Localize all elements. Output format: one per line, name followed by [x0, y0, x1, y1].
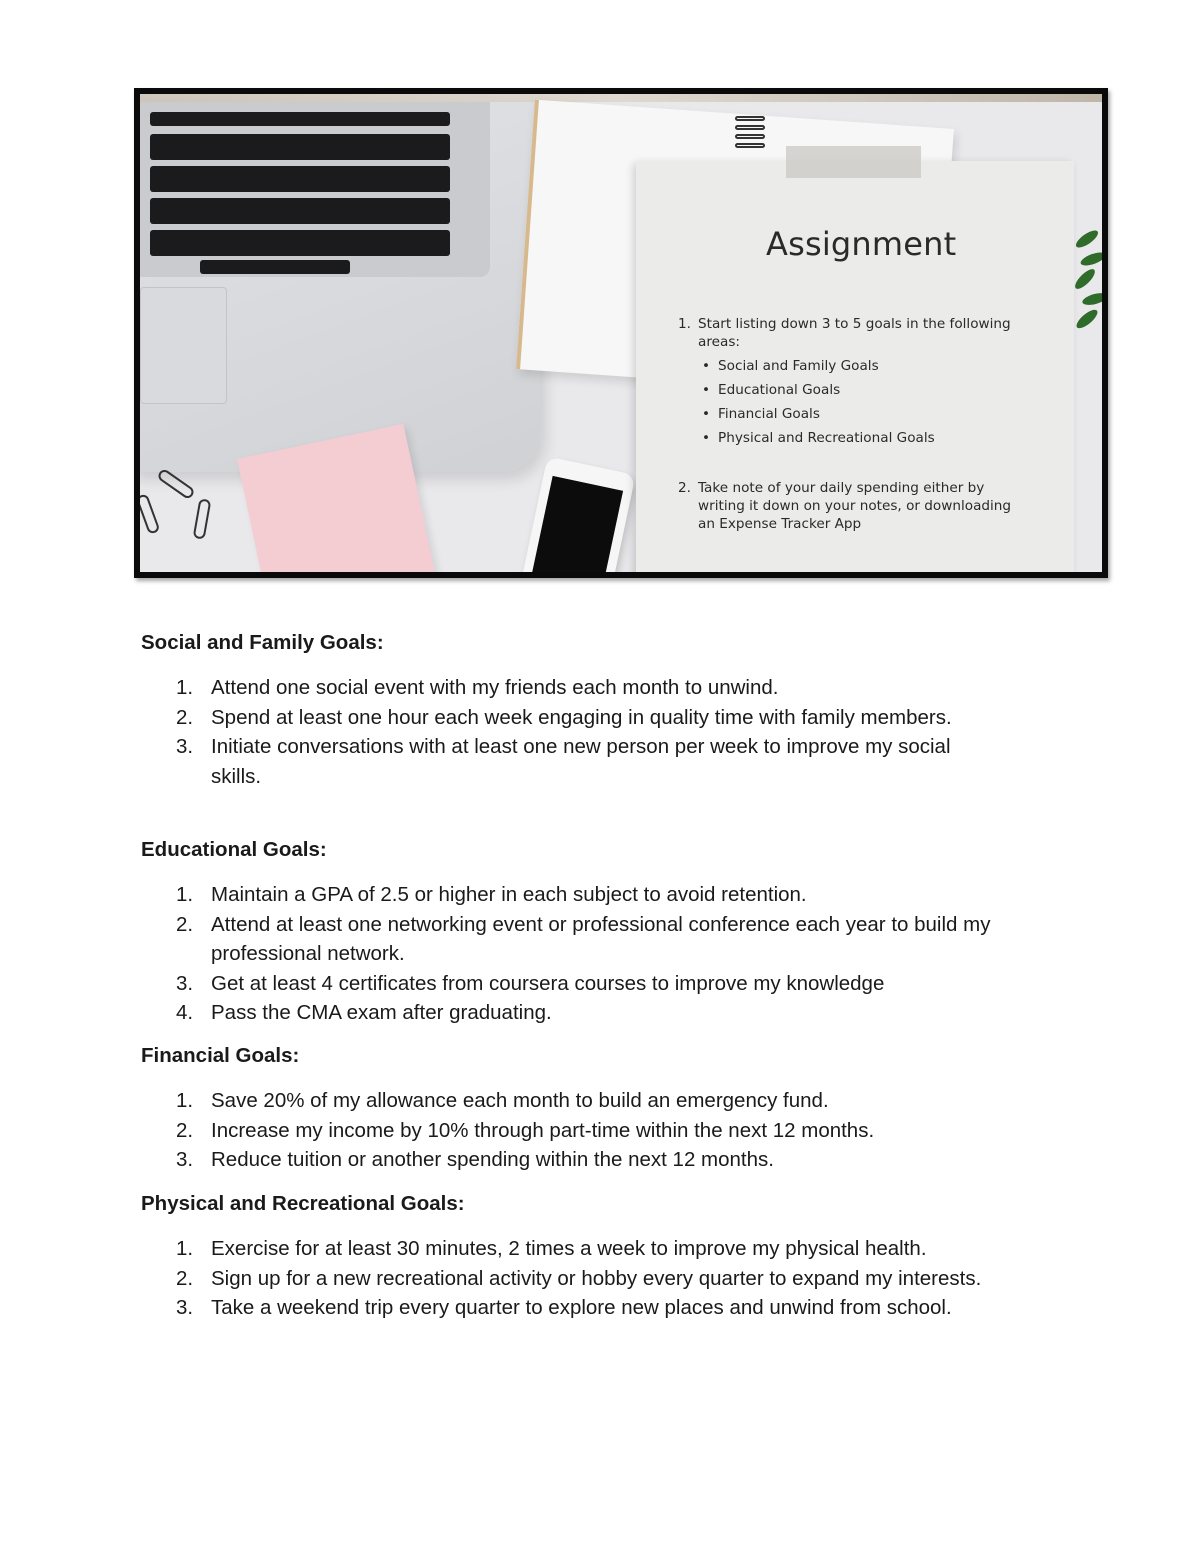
list-number: 1.: [176, 676, 194, 699]
list-text: Exercise for at least 30 minutes, 2 times a week to improve my physical health.: [211, 1237, 927, 1260]
goal-list: [141, 1234, 1041, 1323]
step-text: Take note of your daily spending either by writing it down on your notes, or downloading an Expense Tracker App: [698, 480, 1012, 532]
list-number: 2.: [176, 705, 194, 729]
list-item: [141, 1264, 1001, 1294]
paperclip-icon: [136, 493, 161, 535]
list-number: 1.: [176, 1237, 194, 1260]
section-financial-goals: [141, 1042, 1041, 1175]
goal-list: [141, 673, 1041, 791]
plant-illustration: [1070, 224, 1108, 344]
list-number: 3.: [176, 1148, 194, 1171]
assignment-step-2: [678, 479, 1038, 533]
list-number: 1.: [176, 1089, 194, 1112]
section-heading: Educational Goals:: [141, 838, 327, 861]
step-number: 2.: [678, 480, 691, 496]
section-heading: Physical and Recreational Goals:: [141, 1192, 465, 1215]
goal-area-item: • Financial Goals: [702, 405, 1038, 423]
list-number: 2.: [176, 1118, 194, 1142]
list-text: Pass the CMA exam after graduating.: [211, 1001, 552, 1024]
list-item: [141, 998, 1001, 1028]
goal-area-list: [702, 357, 1038, 447]
list-item: [141, 1234, 1001, 1264]
assignment-paper: [636, 161, 1074, 578]
list-text: Spend at least one hour each week engaging in quality time with family members.: [211, 705, 952, 729]
list-item: [141, 880, 1001, 910]
list-item: [141, 1086, 1001, 1116]
list-item: [141, 1293, 1001, 1323]
section-educational-goals: [141, 836, 1041, 1028]
list-item: [141, 969, 1001, 999]
list-item: [141, 703, 1001, 733]
list-text: Initiate conversations with at least one new person per week to improve my social skills.: [211, 735, 951, 788]
list-item: [141, 1145, 1001, 1175]
goal-area-item: • Physical and Recreational Goals: [702, 429, 1038, 447]
list-text: Reduce tuition or another spending within the next 12 months.: [211, 1148, 774, 1171]
list-number: 1.: [176, 883, 194, 906]
list-text: Attend one social event with my friends each month to unwind.: [211, 676, 779, 699]
paperclip-icon: [156, 468, 196, 501]
list-number: 3.: [176, 735, 194, 758]
list-number: 3.: [176, 1296, 194, 1319]
goal-list: [141, 1086, 1041, 1175]
list-item: [141, 673, 1001, 703]
list-item: [141, 732, 1001, 791]
tape-strip: [786, 146, 921, 178]
list-text: Maintain a GPA of 2.5 or higher in each subject to avoid retention.: [211, 883, 807, 906]
phone-illustration: [514, 456, 635, 578]
goal-area-item: • Social and Family Goals: [702, 357, 1038, 375]
step-text: Start listing down 3 to 5 goals in the following areas:: [698, 316, 1011, 350]
paperclip-icon: [193, 498, 212, 539]
list-number: 4.: [176, 1001, 194, 1024]
assignment-banner-image: [134, 88, 1108, 578]
list-number: 2.: [176, 912, 194, 936]
notebook-spiral: [735, 112, 769, 162]
list-number: 2.: [176, 1266, 194, 1290]
step-number: 1.: [678, 316, 691, 332]
list-text: Attend at least one networking event or professional conference each year to build my professional network.: [211, 912, 991, 965]
goal-list: [141, 880, 1041, 1028]
laptop-illustration: [134, 102, 540, 472]
list-item: [141, 1116, 1001, 1146]
list-text: Increase my income by 10% through part-time within the next 12 months.: [211, 1118, 875, 1142]
list-item: [141, 910, 1001, 969]
assignment-instructions: [678, 315, 1038, 533]
laptop-keyboard: [140, 102, 490, 277]
list-text: Get at least 4 certificates from coursera courses to improve my knowledge: [211, 971, 885, 995]
list-text: Take a weekend trip every quarter to explore new places and unwind from school.: [211, 1296, 952, 1319]
goal-area-item: • Educational Goals: [702, 381, 1038, 399]
laptop-trackpad: [140, 287, 227, 404]
section-heading: Financial Goals:: [141, 1044, 300, 1067]
assignment-title: Assignment: [766, 225, 957, 263]
list-text: Save 20% of my allowance each month to build an emergency fund.: [211, 1089, 829, 1112]
banner-top-strip: [140, 94, 1102, 102]
section-heading: Social and Family Goals:: [141, 631, 384, 654]
section-social-family-goals: [141, 629, 1041, 791]
list-number: 3.: [176, 971, 194, 995]
section-physical-recreational-goals: [141, 1190, 1041, 1323]
assignment-step-1: [678, 315, 1038, 351]
list-text: Sign up for a new recreational activity or hobby every quarter to expand my interests.: [211, 1266, 982, 1290]
